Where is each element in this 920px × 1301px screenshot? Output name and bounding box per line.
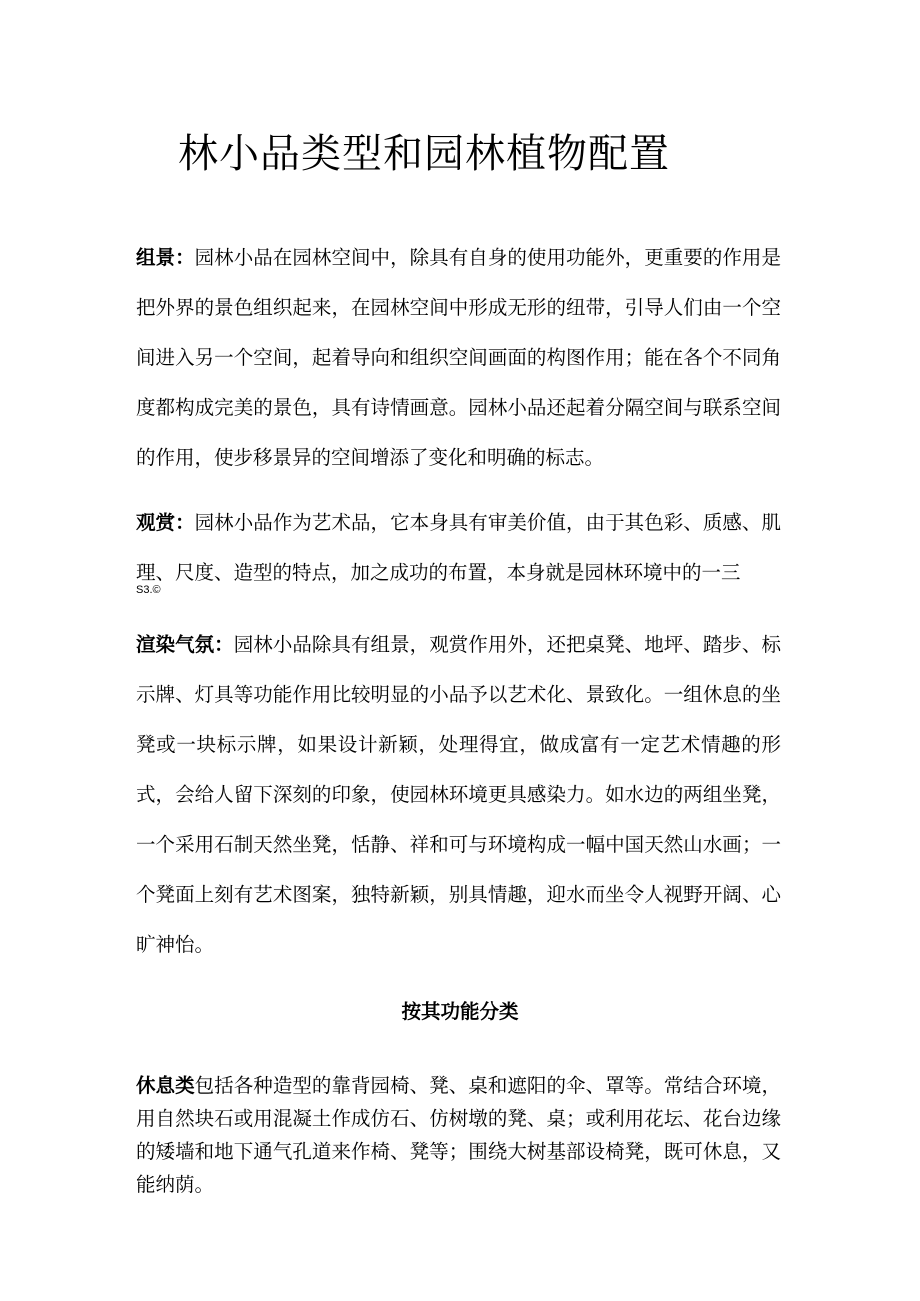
paragraph-label: 渲染气氛： xyxy=(136,633,234,656)
paragraph-ornamental xyxy=(136,498,781,598)
paragraph-label: 组景： xyxy=(136,246,195,269)
section-heading: 按其功能分类 xyxy=(401,1000,519,1023)
page-title: 林小品类型和园林植物配置 xyxy=(178,131,670,177)
paragraph-scene-composition xyxy=(136,233,781,483)
paragraph-text: 园林小品作为艺术品，它本身具有审美价值，由于其色彩、质感、肌理、尺度、造型的特点，加之成功的布置，本身就是园林环境中的一三 xyxy=(136,511,781,584)
category-label: 休息类 xyxy=(136,1074,195,1097)
category-text: 包括各种造型的靠背园椅、凳、桌和遮阳的伞、罩等。常结合环境，用自然块石或用混凝土作成仿石、仿树墩的凳、桌；或利用花坛、花台边缘的矮墙和地下通气孔道来作椅、凳等；围绕大树基部设椅凳，既可休息，又能纳荫。 xyxy=(136,1074,781,1196)
stray-text: S3.© xyxy=(136,584,161,596)
paragraph-text: 园林小品除具有组景，观赏作用外，还把桌凳、地坪、踏步、标示牌、灯具等功能作用比较明显的小品予以艺术化、景致化。一组休息的坐凳或一块标示牌，如果设计新颖，处理得宜，做成富有一定艺术情趣的形式，会给人留下深刻的印象，使园林环境更具感染力。如水边的两组坐凳，一个采用石制天然坐凳，恬静、祥和可与环境构成一幅中国天然山水画；一个凳面上刻有艺术图案，独特新颖，别具情趣，迎水而坐令人视野开阔、心旷神怡。 xyxy=(136,633,781,956)
paragraph-text: 园林小品在园林空间中，除具有自身的使用功能外，更重要的作用是把外界的景色组织起来，在园林空间中形成无形的纽带，引导人们由一个空间进入另一个空间，起着导向和组织空间画面的构图作用；能在各个不同角度都构成完美的景色，具有诗情画意。园林小品还起着分隔空间与联系空间的作用，使步移景异的空间增添了变化和明确的标志。 xyxy=(136,246,781,469)
paragraph-label: 观赏： xyxy=(136,511,195,534)
paragraph-rest-category xyxy=(136,1069,781,1201)
paragraph-atmosphere xyxy=(136,620,781,970)
